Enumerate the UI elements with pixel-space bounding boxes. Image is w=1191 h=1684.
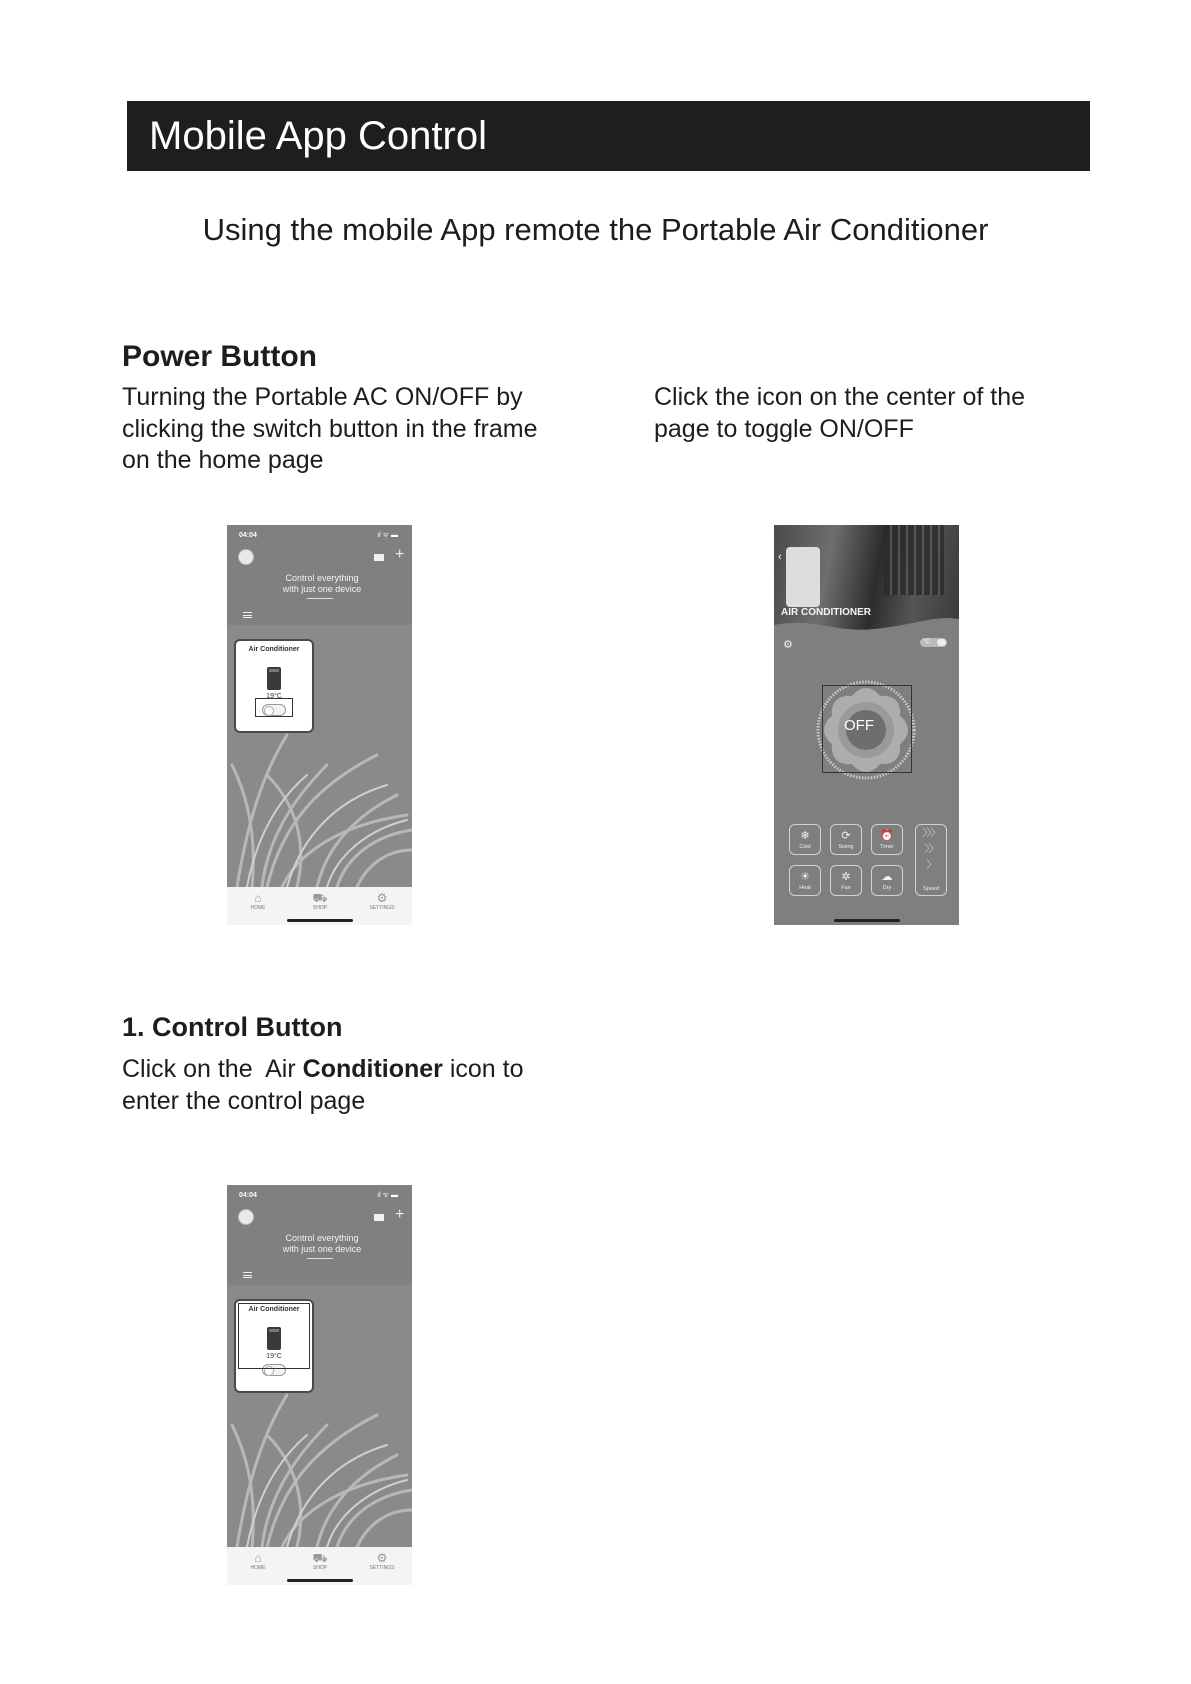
nav-label: HOME bbox=[250, 905, 266, 911]
mode-label: Fan bbox=[841, 885, 851, 891]
air-conditioner-icon bbox=[267, 667, 281, 690]
snowflake-icon: ❄ bbox=[800, 830, 810, 842]
power-right-text bbox=[654, 382, 1025, 445]
speed-button[interactable] bbox=[915, 824, 947, 896]
power-left-line: on the home page bbox=[122, 446, 324, 474]
device-temperature: 19°C bbox=[266, 693, 282, 700]
avatar[interactable] bbox=[238, 549, 254, 565]
speed-high-chevrons: 〉〉〉 bbox=[922, 828, 940, 839]
gear-icon[interactable]: ⚙ bbox=[783, 639, 793, 651]
control-page-title: AIR CONDITIONER bbox=[781, 607, 871, 618]
nav-settings[interactable] bbox=[357, 891, 407, 911]
menu-icon[interactable] bbox=[243, 612, 252, 618]
mail-icon[interactable] bbox=[374, 1214, 384, 1221]
avatar[interactable] bbox=[238, 1209, 254, 1225]
power-left-line: Turning the Portable AC ON/OFF by bbox=[122, 383, 523, 411]
mode-label: Timer bbox=[880, 844, 894, 850]
speed-label: Speed bbox=[923, 886, 939, 892]
tagline-line: with just one device bbox=[282, 1244, 362, 1254]
mode-dry-button[interactable] bbox=[871, 865, 903, 896]
nav-label: HOME bbox=[250, 1565, 266, 1571]
tagline-line: with just one device bbox=[282, 584, 362, 594]
plus-icon[interactable]: + bbox=[395, 1206, 405, 1223]
device-card-air-conditioner[interactable] bbox=[234, 639, 314, 733]
nav-home[interactable] bbox=[233, 891, 283, 911]
status-time: 04:04 bbox=[239, 1192, 257, 1199]
device-temperature: 19°C bbox=[266, 1353, 282, 1360]
home-icon: ⌂ bbox=[254, 891, 262, 905]
speed-low-chevrons: 〉 bbox=[926, 860, 936, 871]
gear-icon: ⚙ bbox=[376, 891, 388, 905]
tagline-line: Control everything bbox=[285, 1233, 359, 1243]
photo-ac-unit bbox=[786, 547, 820, 607]
mode-cool-button[interactable] bbox=[789, 824, 821, 855]
switch-highlight-frame bbox=[255, 698, 293, 717]
bottom-nav bbox=[227, 1547, 412, 1585]
status-icons: ıl ᯤ ▬ bbox=[377, 1192, 398, 1199]
home-indicator bbox=[834, 919, 900, 922]
tagline-underline bbox=[307, 1258, 333, 1259]
home-indicator bbox=[287, 919, 353, 922]
nav-home[interactable] bbox=[233, 1551, 283, 1571]
sun-icon: ☀ bbox=[800, 871, 810, 883]
plus-icon[interactable]: + bbox=[395, 546, 405, 563]
photo-window bbox=[884, 525, 944, 595]
power-right-line: page to toggle ON/OFF bbox=[654, 414, 914, 443]
dry-icon: ☁ bbox=[881, 871, 893, 883]
home-icon: ⌂ bbox=[254, 1551, 262, 1565]
status-time: 04:04 bbox=[239, 532, 257, 539]
cart-icon: ⛟ bbox=[312, 891, 328, 905]
device-card-title: Air Conditioner bbox=[248, 646, 300, 653]
tagline bbox=[267, 1233, 377, 1255]
control-text-bold: Conditioner bbox=[302, 1055, 443, 1083]
control-text-prefix: Click on the Air bbox=[122, 1055, 303, 1083]
device-card-title: Air Conditioner bbox=[248, 1306, 300, 1313]
page-title-bar bbox=[127, 101, 1090, 171]
tagline-line: Control everything bbox=[285, 573, 359, 583]
menu-icon[interactable] bbox=[243, 1272, 252, 1278]
control-button-heading: 1. Control Button bbox=[122, 1012, 343, 1042]
power-left-text bbox=[122, 382, 537, 477]
home-screen-phone-power bbox=[227, 525, 412, 925]
nav-label: SETTINGS bbox=[369, 905, 395, 911]
home-indicator bbox=[287, 1579, 353, 1582]
mode-label: Dry bbox=[882, 885, 892, 891]
status-icons: ıl ᯤ ▬ bbox=[377, 532, 398, 539]
mode-label: Swing bbox=[838, 844, 854, 850]
nav-label: SHOP bbox=[312, 905, 328, 911]
nav-shop[interactable] bbox=[295, 1551, 345, 1571]
nav-label: SHOP bbox=[312, 1565, 328, 1571]
control-text-line bbox=[122, 1054, 524, 1086]
mode-timer-button[interactable] bbox=[871, 824, 903, 855]
page-title: Mobile App Control bbox=[149, 114, 487, 158]
page-subtitle: Using the mobile App remote the Portable Air Conditioner bbox=[202, 212, 989, 247]
power-highlight-frame bbox=[822, 685, 912, 773]
control-text-line: enter the control page bbox=[122, 1086, 366, 1115]
mode-fan-button[interactable] bbox=[830, 865, 862, 896]
back-icon[interactable]: ‹ bbox=[778, 551, 782, 563]
temperature-unit-toggle[interactable]: °C bbox=[920, 638, 947, 647]
speed-mid-chevrons: 〉〉 bbox=[924, 844, 938, 855]
bottom-nav bbox=[227, 887, 412, 925]
timer-icon: ⏰ bbox=[880, 830, 894, 842]
control-text-suffix: icon to bbox=[442, 1055, 524, 1083]
mode-label: Cool bbox=[799, 844, 811, 850]
mode-label: Heat bbox=[799, 885, 811, 891]
nav-settings[interactable] bbox=[357, 1551, 407, 1571]
home-screen-phone-control bbox=[227, 1185, 412, 1585]
control-text bbox=[122, 1054, 524, 1117]
swing-icon: ⟳ bbox=[841, 830, 851, 842]
fan-icon: ✲ bbox=[841, 871, 851, 883]
tagline bbox=[267, 573, 377, 595]
power-right-line: Click the icon on the center of the bbox=[654, 383, 1026, 411]
mail-icon[interactable] bbox=[374, 554, 384, 561]
gear-icon: ⚙ bbox=[376, 1551, 388, 1565]
card-highlight-frame bbox=[238, 1303, 310, 1369]
tagline-underline bbox=[307, 598, 333, 599]
nav-shop[interactable] bbox=[295, 891, 345, 911]
nav-label: SETTINGS bbox=[369, 1565, 395, 1571]
power-button-heading: Power Button bbox=[122, 340, 317, 373]
mode-swing-button[interactable] bbox=[830, 824, 862, 855]
control-screen-phone bbox=[774, 525, 959, 925]
mode-heat-button[interactable] bbox=[789, 865, 821, 896]
cart-icon: ⛟ bbox=[312, 1551, 328, 1565]
power-state-label[interactable]: OFF bbox=[844, 717, 874, 734]
power-left-line: clicking the switch button in the frame bbox=[122, 414, 538, 443]
